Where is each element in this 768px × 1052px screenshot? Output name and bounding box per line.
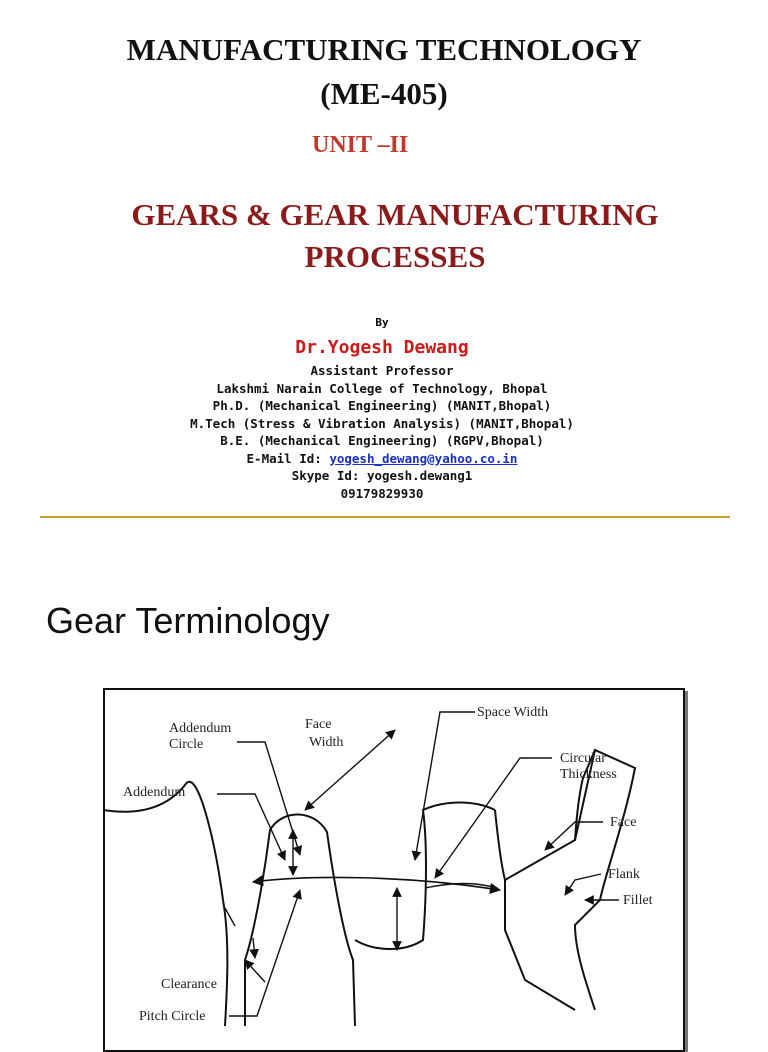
label-addendum-circle-1: Addendum — [169, 721, 232, 736]
info-line-mtech: M.Tech (Stress & Vibration Analysis) (MANIT,Bhopal) — [190, 415, 574, 431]
leader-clearance — [245, 960, 265, 982]
label-face: Face — [610, 815, 637, 830]
info-line-phone: 09179829930 — [340, 485, 424, 501]
gear-face-edge — [505, 880, 575, 1010]
leader-addendum — [217, 794, 285, 860]
leader-circular-thickness — [435, 758, 552, 878]
label-face-width-1: Face — [305, 717, 332, 732]
leader-pitch-circle — [229, 890, 300, 1016]
gear-terminology-diagram — [103, 688, 685, 1052]
label-addendum-circle-2: Circle — [169, 737, 204, 752]
label-circular-thickness-2: Thickness — [560, 767, 617, 782]
email-label: E-Mail Id: — [246, 450, 330, 466]
author-info — [0, 362, 764, 502]
subtitle-line-1: GEARS & GEAR MANUFACTURING — [131, 197, 659, 232]
divider-rule — [40, 516, 730, 518]
email-link[interactable]: yogesh_dewang@yahoo.co.in — [329, 450, 518, 466]
info-line-email — [0, 450, 764, 468]
gear-tooth-left — [245, 814, 355, 1026]
label-face-width-2: Width — [309, 735, 344, 750]
info-line-be: B.E. (Mechanical Engineering) (RGPV,Bhopal) — [220, 433, 544, 448]
title-line-1: MANUFACTURING TECHNOLOGY — [126, 32, 642, 67]
gear-diagram-svg — [105, 690, 683, 1026]
subtitle-line-2: PROCESSES — [304, 239, 486, 274]
slide-subtitle — [0, 194, 768, 278]
label-fillet: Fillet — [623, 893, 653, 908]
label-circular-thickness-1: Circular — [560, 751, 606, 766]
info-line-phd: Ph.D. (Mechanical Engineering) (MANIT,Bhopal) — [212, 398, 552, 413]
label-space-width: Space Width — [477, 705, 549, 720]
leader-space-width — [415, 712, 475, 860]
label-flank: Flank — [608, 867, 640, 882]
slide-title — [0, 28, 768, 116]
info-line-college: Lakshmi Narain College of Technology, Bhopal — [216, 380, 548, 396]
by-label: By — [375, 316, 389, 329]
section-heading: Gear Terminology — [46, 600, 330, 641]
label-pitch-circle: Pitch Circle — [139, 1009, 206, 1024]
leader-flank — [565, 874, 601, 895]
title-line-2: (ME-405) — [320, 76, 448, 111]
gear-tooth-middle — [355, 803, 495, 950]
leader-face — [545, 822, 603, 850]
info-line-position: Assistant Professor — [310, 363, 454, 378]
info-line-skype: Skype Id: yogesh.dewang1 — [291, 468, 473, 483]
label-addendum: Addendum — [123, 785, 186, 800]
dimension-clearance-marks — [225, 908, 255, 958]
label-clearance: Clearance — [161, 977, 217, 992]
author-name: Dr.Yogesh Dewang — [295, 337, 469, 358]
unit-label: UNIT –II — [312, 132, 409, 158]
